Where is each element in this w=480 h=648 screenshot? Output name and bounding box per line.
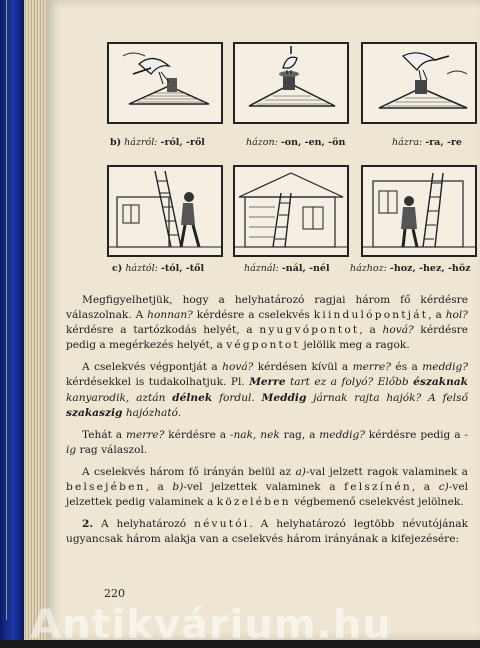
label-c: c) [112,263,123,274]
example-word: Meddig [261,391,307,404]
caption-word: házra: [392,137,423,148]
text: kérdésre pedig a [365,428,465,441]
illustration-man-leaving-ladder [107,165,223,257]
text: -vel jelzettek valaminek a [183,481,345,494]
question-word: meddig? [422,361,468,374]
text: , a [428,309,446,322]
caption-c-1 [112,263,204,274]
caption-b-3 [392,137,462,148]
question-word: honnan? [147,309,193,322]
example-word: szakaszig [66,406,123,419]
book-binding [0,0,24,640]
text: rag válaszol. [76,443,148,456]
example-word: Merre [249,376,286,389]
example-text: hajózható. [122,406,182,419]
text: Tehát a [82,428,126,441]
spaced-term: nyugvópontot [259,324,360,337]
illustration-man-going-to-ladder [361,165,477,257]
question-word: merre? [352,361,392,374]
question-word: hová? [222,361,254,374]
caption-word: háznál: [244,263,279,274]
text: A cselekvés végpontját a [82,361,223,374]
example-text: tart ez a folyó? Előbb [285,376,414,389]
text: kérdésre pedig a megérkezés helyét, a [66,324,468,352]
example-text: fordul. [212,391,262,404]
spaced-term: közelében [216,496,291,509]
suffix: -nak, nek [229,428,280,441]
text: , a [359,324,383,337]
question-word: merre? [125,428,165,441]
section-number: 2. [82,518,94,531]
caption-word: házról: [124,137,158,148]
text: és a [391,361,423,374]
text: kérdésen kívül a [253,361,353,374]
text: jelölik meg a ragok. [299,339,410,352]
paragraph-3 [66,428,468,458]
spaced-term: végpontot [226,339,300,352]
caption-b-2 [246,137,345,148]
question-word: meddig? [319,428,365,441]
illustration-stork-leaving-roof [107,42,223,124]
paragraph-2 [66,360,468,420]
list-letter: c) [438,481,449,494]
example-text: járnak rajta hajók? A felső [306,391,468,404]
list-letter: a) [295,465,306,478]
illustration-ladder-at-house [233,165,349,257]
text: , a [145,481,173,494]
paragraph-5 [66,517,468,547]
spaced-term: kiindulópontját [313,309,429,322]
example-text: kanyarodik, aztán [66,391,173,404]
example-word: délnek [172,391,213,404]
text: -val jelzett ragok valaminek a [305,465,468,478]
caption-suffix: -hoz, -hez, -höz [389,263,471,274]
watermark: Antikvárium.hu [30,602,392,648]
label-b: b) [110,137,122,148]
paragraph-1 [66,293,468,353]
text: végbemenő cselekvést jelölnek. [290,496,464,509]
caption-suffix: -tól, -től [160,263,205,274]
paragraph-4 [66,465,468,510]
caption-word: házhoz: [350,263,387,274]
caption-suffix: -ra, -re [425,137,462,148]
caption-word: háztól: [125,263,158,274]
spaced-term: névutói [194,518,250,531]
spaced-term: felszínén [344,481,412,494]
page-edges [24,0,46,640]
caption-word: házon: [246,137,278,148]
text: . A helyhatározó legtöbb névutójának ugyancsak három alakja van a cselekvés három irányának a kifejezésére: [66,518,468,546]
text: kérdésre a [164,428,230,441]
example-word: északnak [413,376,468,389]
page-number: 220 [104,587,125,600]
text: -vel jelzettek pedig valaminek a [66,481,468,509]
list-letter: b) [172,481,184,494]
caption-suffix: -ról, -ről [160,137,205,148]
text: Megfigyelhetjük, hogy a helyhatározó ragjai három fő kérdésre válaszolnak. A [66,294,468,322]
text: , a [411,481,439,494]
caption-suffix: -on, -en, -ön [280,137,346,148]
spaced-term: belsejében [66,481,146,494]
suffix: -ig [66,428,468,456]
text: A cselekvés három fő irányán belül az [82,465,296,478]
text: kérdésekkel is tudakolhatjuk. Pl. [66,376,250,389]
text: A helyhatározó [93,518,195,531]
caption-c-3 [350,263,471,274]
caption-b-1 [110,137,205,148]
text: kérdésre a cselekvés [192,309,314,322]
body-text [66,293,468,547]
text: kérdésre a tartózkodás helyét, a [66,324,260,337]
question-word: hová? [382,324,414,337]
illustration-stork-landing-roof [361,42,477,124]
question-word: hol? [445,309,468,322]
caption-c-2 [244,263,330,274]
caption-suffix: -nál, -nél [281,263,330,274]
illustration-stork-on-roof [233,42,349,124]
text: rag, a [279,428,320,441]
